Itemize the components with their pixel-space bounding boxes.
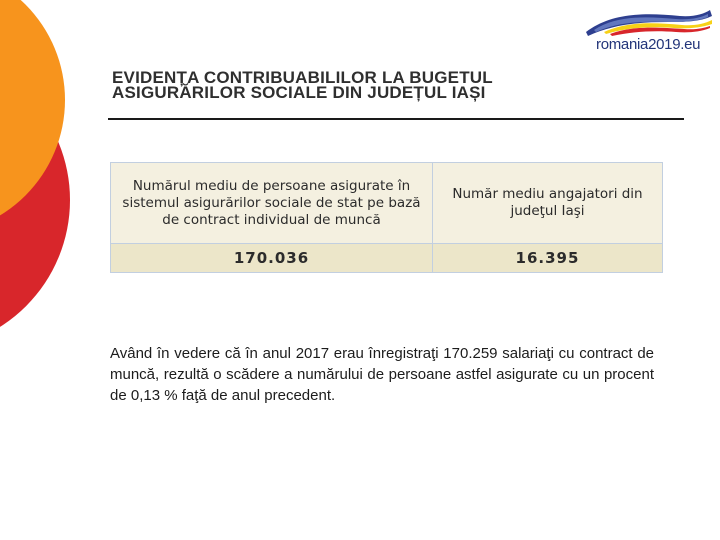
value-insured-persons: 170.036 <box>111 244 433 273</box>
table-header-row <box>111 163 663 244</box>
page-title <box>112 70 672 100</box>
orange-circle <box>0 0 65 235</box>
title-line-1: EVIDENȚA CONTRIBUABILILOR LA BUGETUL <box>112 68 493 87</box>
summary-paragraph: Având în vedere că în anul 2017 erau înregistraţi 170.259 salariaţi cu contract de muncă, rezultă o scădere a numărului de persoane astfel asigurate cu un procent de 0,13 % faţă de anul precedent. <box>110 345 654 404</box>
table-value-row <box>111 244 663 273</box>
header-employers: Număr mediu angajatori din judeţul Iaşi <box>433 163 663 244</box>
value-employers: 16.395 <box>433 244 663 273</box>
red-circle <box>0 50 70 350</box>
title-divider <box>108 118 684 120</box>
eu-flag-wave-icon <box>580 6 716 38</box>
title-line-2: ASIGURĂRILOR SOCIALE DIN JUDEȚUL IAȘI <box>112 83 486 102</box>
decorative-circles <box>0 0 80 540</box>
logo-text: romania2019.eu <box>596 36 701 53</box>
statistics-table <box>110 162 663 273</box>
header-insured-persons: Numărul mediu de persoane asigurate în sistemul asigurărilor sociale de stat pe bază de contract individual de muncă <box>111 163 433 244</box>
romania2019-logo <box>580 6 716 54</box>
